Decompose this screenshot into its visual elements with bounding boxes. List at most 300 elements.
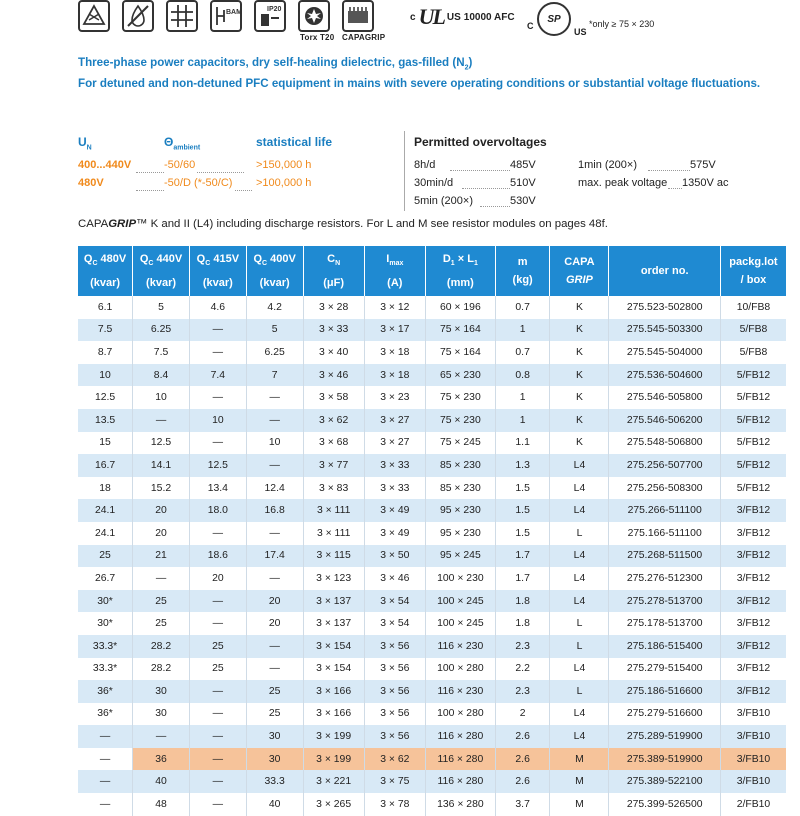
table-cell: 12.4 (246, 477, 303, 500)
table-cell: 1.8 (495, 612, 550, 635)
table-cell: 7.4 (189, 364, 246, 387)
table-cell: 36* (97, 708, 113, 720)
column-header: $C_N$ (μF) (303, 246, 364, 296)
table-cell: 3 × 75 (364, 770, 425, 793)
column-header: m (kg) (495, 246, 550, 296)
table-cell: 3 × 62 (303, 409, 364, 432)
table-cell: 12.5 (94, 392, 116, 404)
table-row (78, 409, 786, 432)
table-cell: K (550, 386, 609, 409)
table-cell: — (189, 590, 246, 613)
table-cell: 3 × 54 (364, 612, 425, 635)
table-cell: 10 (78, 364, 133, 387)
table-cell: 275.186-516600 (609, 680, 720, 703)
table-cell: 1 (495, 319, 550, 342)
table-cell: 275.523-502800 (609, 296, 720, 319)
table-header-row (78, 246, 786, 296)
table-cell: 75 × 230 (425, 386, 495, 409)
column-header: $Q_C$ 480V (kvar) (78, 246, 133, 296)
table-cell: 275.266-511100 (609, 499, 720, 522)
table-cell: 3 × 56 (364, 680, 425, 703)
table-cell: 2.3 (495, 635, 550, 658)
table-cell: 116 × 230 (425, 635, 495, 658)
section-divider (404, 131, 405, 211)
ov-value-1min: 575V (690, 159, 716, 171)
table-cell: — (189, 432, 246, 455)
table-cell: 100 × 280 (425, 703, 495, 726)
table-cell: 5 (133, 296, 190, 319)
table-cell: 6.1 (97, 301, 113, 313)
table-cell: 275.546-505800 (609, 386, 720, 409)
table-cell: 25 (189, 635, 246, 658)
table-cell: 3 × 28 (303, 296, 364, 319)
table-cell: 3.7 (495, 793, 550, 816)
table-cell: 3 × 33 (364, 477, 425, 500)
table-cell: 3 × 166 (303, 703, 364, 726)
ul-logo-icon: UL (418, 4, 444, 29)
table-cell: 3 × 18 (364, 341, 425, 364)
table-cell: 3 × 17 (364, 319, 425, 342)
table-row (78, 635, 786, 658)
table-cell: 65 × 230 (425, 364, 495, 387)
table-cell: 275.178-513700 (609, 612, 720, 635)
theta-value-2: -50/D (*-50/C) (164, 177, 233, 189)
table-cell: 3 × 265 (303, 793, 364, 816)
table-cell: — (189, 725, 246, 748)
table-cell: 275.545-503300 (609, 319, 720, 342)
table-cell: 40 (133, 770, 190, 793)
table-cell: 75 × 245 (425, 432, 495, 455)
table-row (78, 680, 786, 703)
table-cell: — (246, 386, 303, 409)
product-description (78, 55, 778, 92)
table-cell: 275.278-513700 (609, 590, 720, 613)
table-cell: 3/FB10 (720, 770, 786, 793)
table-cell: 3/FB10 (720, 725, 786, 748)
table-cell: 116 × 280 (425, 770, 495, 793)
table-cell: 5/FB12 (720, 432, 786, 455)
table-cell: M (550, 793, 609, 816)
table-cell: — (78, 770, 133, 793)
table-cell: 3 × 56 (364, 703, 425, 726)
table-cell: 5/FB12 (720, 454, 786, 477)
table-row (78, 590, 786, 613)
table-cell: 26.7 (94, 572, 116, 584)
table-cell: 275.256-508300 (609, 477, 720, 500)
capacitor-spec-table (78, 246, 786, 816)
table-cell: 3 × 199 (303, 748, 364, 771)
table-cell: K (550, 432, 609, 455)
table-cell: 0.7 (495, 296, 550, 319)
table-cell: 275.399-526500 (609, 793, 720, 816)
table-cell: 85 × 230 (425, 477, 495, 500)
ov-label-peak: max. peak voltage (578, 177, 668, 189)
table-cell: 3 × 56 (364, 635, 425, 658)
table-cell: — (246, 567, 303, 590)
table-cell: 3 × 115 (303, 545, 364, 568)
table-cell: K (550, 364, 609, 387)
description-line-1: Three-phase power capacitors, dry self-healing dielectric, gas-filled $(N_2)$ (78, 56, 473, 72)
table-cell: 10/FB8 (720, 296, 786, 319)
table-cell: 3/FB12 (720, 680, 786, 703)
bam-icon (210, 0, 242, 32)
table-cell: — (189, 703, 246, 726)
table-cell: 3 × 46 (303, 364, 364, 387)
ov-label-30min: 30min/d (414, 177, 454, 189)
ul-certification (410, 4, 515, 30)
csa-c: C (527, 21, 534, 31)
table-cell: 25 (246, 680, 303, 703)
table-cell: 3/FB12 (720, 590, 786, 613)
table-cell: 1.5 (495, 499, 550, 522)
ip20-label: IP20 (267, 6, 282, 13)
life-value-2: >100,000 h (256, 177, 312, 189)
table-cell: 3 × 154 (303, 635, 364, 658)
table-cell: 3/FB12 (720, 522, 786, 545)
table-cell: 116 × 280 (425, 748, 495, 771)
csa-us: US (574, 27, 587, 37)
table-cell: 275.545-504000 (609, 341, 720, 364)
table-cell: 18.6 (189, 545, 246, 568)
table-row (78, 364, 786, 387)
csa-logo-icon: SP (537, 2, 571, 36)
table-cell: L4 (550, 658, 609, 681)
table-cell: 75 × 230 (425, 409, 495, 432)
table-cell: — (189, 748, 246, 771)
column-header: $Q_C$ 400V (kvar) (246, 246, 303, 296)
table-cell: L (550, 612, 609, 635)
theta-value-1: -50/60 (164, 159, 196, 171)
table-cell: 1 (495, 386, 550, 409)
table-cell: 3 × 46 (364, 567, 425, 590)
table-cell: 0.8 (495, 364, 550, 387)
table-cell: 17.4 (246, 545, 303, 568)
table-cell: 275.166-511100 (609, 522, 720, 545)
table-cell: L (550, 680, 609, 703)
life-value-1: >150,000 h (256, 159, 312, 171)
table-cell: 25 (133, 590, 190, 613)
capagrip-note: CAPAGRIP™ K and II (L4) including discharge resistors. For L and M see resistor modules on pages 48f. (78, 218, 608, 230)
table-cell: 30* (97, 618, 113, 630)
table-cell: 30 (246, 725, 303, 748)
column-header: packg.lot / box (720, 246, 786, 296)
table-cell: 3 × 23 (364, 386, 425, 409)
table-cell: 5/FB12 (720, 386, 786, 409)
table-cell: 5/FB12 (720, 477, 786, 500)
ul-rating: 10000 AFC (463, 11, 515, 23)
table-cell: 3 × 56 (364, 658, 425, 681)
ul-us: US (446, 11, 461, 23)
table-cell: 2/FB10 (720, 793, 786, 816)
table-cell: 18 (99, 482, 111, 494)
table-cell: 3 × 166 (303, 680, 364, 703)
table-cell: 100 × 245 (425, 590, 495, 613)
table-cell: — (99, 753, 111, 765)
table-cell: 4.6 (189, 296, 246, 319)
table-row (78, 703, 786, 726)
table-cell: 275.268-511500 (609, 545, 720, 568)
table-cell: 3 × 68 (303, 432, 364, 455)
table-cell: 75 × 164 (425, 341, 495, 364)
table-cell: 2.6 (495, 748, 550, 771)
table-cell: 24.1 (78, 499, 133, 522)
table-cell: 48 (133, 793, 190, 816)
table-cell: 20 (246, 590, 303, 613)
table-cell: 24.1 (94, 527, 116, 539)
table-cell: 12.5 (133, 432, 190, 455)
theta-header: $\Theta_{ambient}$ (164, 135, 201, 152)
column-header: $I_{max}$ (A) (364, 246, 425, 296)
table-cell: — (133, 409, 190, 432)
table-cell: 75 × 164 (425, 319, 495, 342)
table-cell: 85 × 230 (425, 454, 495, 477)
table-cell: L4 (550, 477, 609, 500)
table-cell: — (189, 319, 246, 342)
table-cell: L4 (550, 454, 609, 477)
table-cell: 15 (99, 437, 111, 449)
table-cell: 30 (133, 680, 190, 703)
table-cell: 2.6 (495, 725, 550, 748)
table-cell: 16.7 (78, 454, 133, 477)
table-row (78, 296, 786, 319)
table-cell: K (550, 319, 609, 342)
table-cell: 28.2 (133, 658, 190, 681)
table-cell: K (550, 296, 609, 319)
table-cell: 275.256-507700 (609, 454, 720, 477)
table-cell: 2.6 (495, 770, 550, 793)
table-cell: 2 (495, 703, 550, 726)
table-cell: 3/FB12 (720, 612, 786, 635)
table-cell: — (189, 793, 246, 816)
table-cell: 30* (78, 590, 133, 613)
table-cell: 1.7 (495, 567, 550, 590)
table-cell: 20 (133, 522, 190, 545)
table-cell: 33.3* (78, 635, 133, 658)
table-cell: 275.548-506800 (609, 432, 720, 455)
table-cell: L4 (550, 545, 609, 568)
table-cell: 95 × 245 (425, 545, 495, 568)
table-row (78, 612, 786, 635)
table-cell: 1.3 (495, 454, 550, 477)
table-cell: 3 × 54 (364, 590, 425, 613)
table-cell: 33.3* (92, 663, 118, 675)
table-cell: 3 × 27 (364, 432, 425, 455)
overpressure-disconnector-icon (166, 0, 198, 32)
table-cell: 3 × 40 (303, 341, 364, 364)
column-header: CAPA GRIP (550, 246, 609, 296)
table-cell: 28.2 (133, 635, 190, 658)
table-cell: — (246, 454, 303, 477)
table-cell: 30 (133, 703, 190, 726)
table-cell: 3 × 27 (364, 409, 425, 432)
table-cell: 7 (246, 364, 303, 387)
table-cell: 1.5 (495, 477, 550, 500)
table-cell: 3 × 123 (303, 567, 364, 590)
table-cell: M (550, 770, 609, 793)
table-cell: L4 (550, 499, 609, 522)
table-cell: 3 × 111 (303, 499, 364, 522)
table-cell: 3 × 50 (364, 545, 425, 568)
table-cell: 136 × 280 (425, 793, 495, 816)
table-cell: 275.389-519900 (609, 748, 720, 771)
table-cell: 18.0 (189, 499, 246, 522)
table-cell: 40 (246, 793, 303, 816)
table-cell: 275.276-512300 (609, 567, 720, 590)
table-cell: 95 × 230 (425, 499, 495, 522)
table-cell: 1.7 (495, 545, 550, 568)
ov-label-1min: 1min (200×) (578, 159, 638, 171)
table-cell: — (189, 612, 246, 635)
table-cell: 8.4 (133, 364, 190, 387)
table-cell: 95 × 230 (425, 522, 495, 545)
table-cell: 36 (133, 748, 190, 771)
table-cell: 20 (189, 567, 246, 590)
table-cell: — (189, 770, 246, 793)
table-row (78, 477, 786, 500)
table-cell: 3/FB10 (720, 748, 786, 771)
table-cell: — (246, 658, 303, 681)
table-cell: 3/FB12 (720, 658, 786, 681)
table-cell: 1.5 (495, 522, 550, 545)
table-cell: 3/FB10 (720, 703, 786, 726)
table-cell: 100 × 280 (425, 658, 495, 681)
table-cell: 3 × 12 (364, 296, 425, 319)
un-value-1: 400...440V (78, 159, 132, 171)
table-cell: 275.186-515400 (609, 635, 720, 658)
table-cell: 6.25 (133, 319, 190, 342)
table-cell: 3 × 137 (303, 590, 364, 613)
table-cell: 100 × 230 (425, 567, 495, 590)
table-cell: — (189, 386, 246, 409)
table-cell: 14.1 (133, 454, 190, 477)
table-cell: 3 × 199 (303, 725, 364, 748)
table-row (78, 341, 786, 364)
table-cell: 275.389-522100 (609, 770, 720, 793)
table-body (78, 296, 786, 816)
table-row (78, 499, 786, 522)
table-cell: 2.2 (495, 658, 550, 681)
table-cell: 4.2 (246, 296, 303, 319)
table-cell: 25 (189, 658, 246, 681)
table-row (78, 658, 786, 681)
table-cell: 275.289-519900 (609, 725, 720, 748)
table-cell: 2.3 (495, 680, 550, 703)
table-cell: 10 (133, 386, 190, 409)
table-cell: — (133, 567, 190, 590)
ov-value-peak: 1350V ac (682, 177, 729, 189)
column-header: $Q_C$ 415V (kvar) (189, 246, 246, 296)
table-cell: 3 × 111 (303, 522, 364, 545)
table-cell: 0.7 (495, 341, 550, 364)
table-cell: — (189, 341, 246, 364)
table-cell: — (78, 725, 133, 748)
ip20-icon (254, 0, 286, 32)
table-cell: 5 (246, 319, 303, 342)
certification-icon-strip (78, 0, 778, 44)
ov-value-5min: 530V (510, 195, 536, 207)
table-cell: 1 (495, 409, 550, 432)
table-cell: M (550, 748, 609, 771)
table-cell: 7.5 (78, 319, 133, 342)
column-header: order no. (609, 246, 720, 296)
table-cell: 275.536-504600 (609, 364, 720, 387)
table-cell: K (550, 409, 609, 432)
table-cell: 20 (246, 612, 303, 635)
table-cell: 5/FB12 (720, 409, 786, 432)
table-cell: L4 (550, 725, 609, 748)
table-cell: 25 (133, 612, 190, 635)
table-cell: — (246, 409, 303, 432)
bam-label: BAM (226, 9, 242, 16)
table-row (78, 725, 786, 748)
table-cell: K (550, 341, 609, 364)
table-cell: 1.8 (495, 590, 550, 613)
table-cell: 25 (246, 703, 303, 726)
table-cell: L (550, 635, 609, 658)
table-cell: 21 (133, 545, 190, 568)
table-cell: 3 × 58 (303, 386, 364, 409)
table-cell: L4 (550, 703, 609, 726)
table-cell: — (246, 635, 303, 658)
overvoltages-title: Permitted overvoltages (414, 135, 547, 149)
table-row (78, 567, 786, 590)
table-cell: 275.546-506200 (609, 409, 720, 432)
table-cell: — (189, 680, 246, 703)
table-row (78, 748, 786, 771)
table-cell: 116 × 280 (425, 725, 495, 748)
table-cell: 12.5 (189, 454, 246, 477)
table-cell: 275.279-516600 (609, 703, 720, 726)
table-cell: 15.2 (133, 477, 190, 500)
table-cell: — (133, 725, 190, 748)
ov-value-30min: 510V (510, 177, 536, 189)
un-header: $U_N$ (78, 135, 92, 152)
table-cell: 3 × 33 (364, 454, 425, 477)
table-cell: 3 × 33 (303, 319, 364, 342)
table-cell: 1.1 (495, 432, 550, 455)
table-cell: 60 × 196 (425, 296, 495, 319)
table-row (78, 522, 786, 545)
table-cell: 3 × 49 (364, 499, 425, 522)
csa-note: *only ≥ 75 × 230 (589, 19, 655, 29)
table-row (78, 319, 786, 342)
table-cell: 16.8 (246, 499, 303, 522)
table-cell: 36* (78, 680, 133, 703)
torx-caption: Torx T20 (300, 33, 335, 42)
table-cell: 116 × 230 (425, 680, 495, 703)
table-cell: 13.4 (189, 477, 246, 500)
dry-dielectric-icon (122, 0, 154, 32)
table-cell: 3 × 78 (364, 793, 425, 816)
column-header: $Q_C$ 440V (kvar) (133, 246, 190, 296)
table-cell: 3 × 56 (364, 725, 425, 748)
table-cell: 5/FB12 (720, 364, 786, 387)
table-cell: 5/FB8 (720, 341, 786, 364)
table-cell: 3 × 49 (364, 522, 425, 545)
table-cell: — (246, 522, 303, 545)
table-cell: — (99, 798, 111, 810)
table-cell: L4 (550, 590, 609, 613)
table-cell: 3 × 77 (303, 454, 364, 477)
capagrip-terminal-icon (342, 0, 374, 32)
table-cell: 3/FB12 (720, 499, 786, 522)
table-cell: 25 (78, 545, 133, 568)
table-cell: 275.279-515400 (609, 658, 720, 681)
table-cell: 3/FB12 (720, 635, 786, 658)
table-cell: 3 × 154 (303, 658, 364, 681)
table-cell: 3 × 62 (364, 748, 425, 771)
self-healing-icon (78, 0, 110, 32)
